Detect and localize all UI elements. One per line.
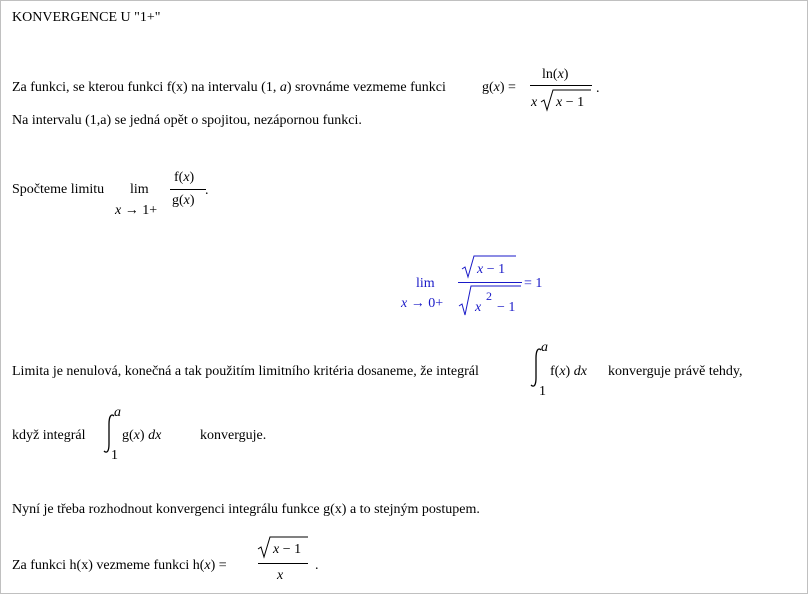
limit-dot: .: [205, 183, 209, 198]
paragraph-2: Na intervalu (1,a) se jedná opět o spojitou, nezápornou funkci.: [12, 113, 362, 128]
g-definition-numerator: ln(x): [542, 67, 569, 82]
h-numerator: x − 1: [273, 542, 302, 557]
paragraph-3-text: Spočteme limitu: [12, 182, 105, 197]
limit-eq-subscript: x → 0+: [401, 296, 444, 311]
limit-eq-rhs: = 1: [524, 276, 543, 291]
integral-2-lower: 1: [111, 448, 118, 463]
g-definition-den-x: x: [531, 95, 538, 110]
limit-eq-den-x: x: [475, 300, 482, 315]
h-fraction-bar: [258, 563, 308, 564]
limit-denominator: g(x): [172, 193, 195, 208]
limit-eq-numerator: x − 1: [477, 262, 506, 277]
g-definition-dot: .: [596, 81, 600, 96]
paragraph-4-text-end: konverguje právě tehdy,: [608, 364, 743, 379]
h-denominator: x: [277, 568, 284, 583]
g-definition-lhs: g(x) =: [482, 80, 516, 95]
integral-1-upper: a: [541, 340, 548, 355]
limit-lim: lim: [130, 182, 149, 197]
limit-eq-lim: lim: [416, 276, 435, 291]
limit-eq-den-exponent: 2: [486, 289, 492, 303]
integral-1-integrand: f(x) dx: [550, 364, 587, 379]
g-definition-den-radicand: x − 1: [556, 95, 585, 110]
limit-eq-fraction-bar: [458, 282, 522, 283]
integral-2-upper: a: [114, 405, 121, 420]
limit-subscript: x → 1+: [115, 203, 158, 218]
limit-numerator: f(x): [174, 170, 195, 185]
g-fraction-bar: [530, 85, 592, 86]
paragraph-6: Nyní je třeba rozhodnout konvergenci integrálu funkce g(x) a to stejným postupem.: [12, 502, 480, 517]
paragraph-5-text-end: konverguje.: [200, 428, 267, 443]
paragraph-7-text: Za funkci h(x) vezmeme funkci h(x) =: [12, 558, 227, 573]
h-dot: .: [315, 558, 319, 573]
paragraph-1-text: Za funkci, se kterou funkci f(x) na intervalu (1, a) srovnáme vezmeme funkci: [12, 80, 446, 95]
limit-fraction-bar: [170, 189, 206, 190]
paragraph-5-text: když integrál: [12, 428, 86, 443]
integral-1-lower: 1: [539, 384, 546, 399]
page-title: KONVERGENCE U "1+": [12, 10, 161, 25]
integral-2-integrand: g(x) dx: [122, 428, 162, 443]
paragraph-4-text: Limita je nenulová, konečná a tak použitím limitního kritéria dosaneme, že integrál: [12, 364, 479, 379]
limit-eq-den-rest: − 1: [497, 300, 516, 315]
